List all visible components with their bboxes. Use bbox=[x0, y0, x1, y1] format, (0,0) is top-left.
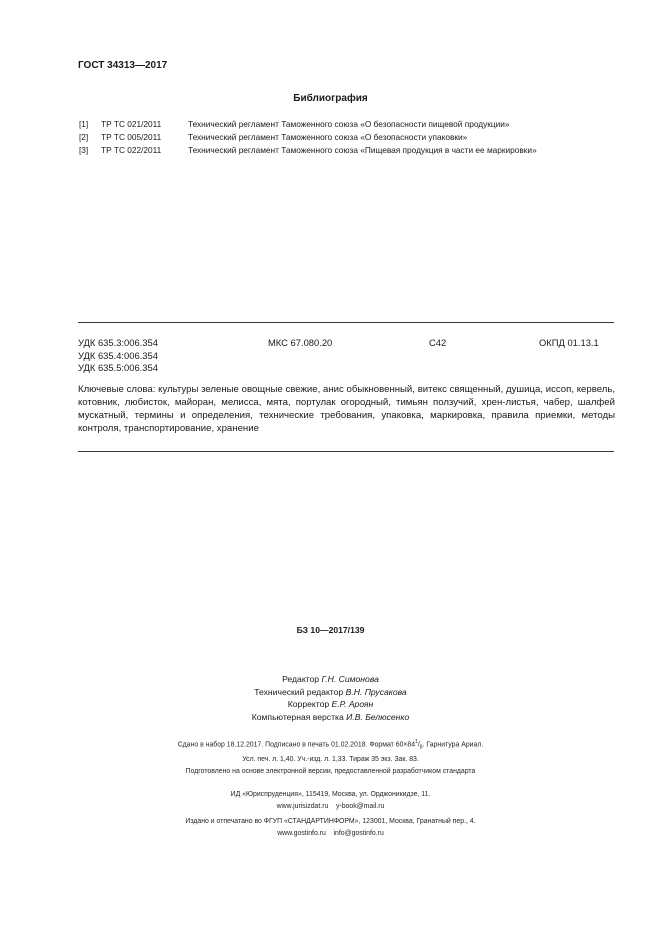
bibliography-item-code: ТР ТС 021/2011 bbox=[101, 119, 162, 129]
okpd-code: ОКПД 01.13.1 bbox=[539, 337, 599, 348]
layout-name: И.В. Белюсенко bbox=[346, 711, 410, 722]
tech-editor-label: Технический редактор bbox=[254, 686, 344, 697]
tech-editor-credit bbox=[0, 686, 661, 699]
format-denominator: 8 bbox=[419, 744, 423, 751]
format-numerator: 1 bbox=[415, 739, 418, 745]
bibliography-item-text: Технический регламент Таможенного союза «О безопасности упаковки» bbox=[188, 132, 468, 142]
bibliography-title: Библиография bbox=[293, 93, 368, 104]
tech-editor-name: В.Н. Прусакова bbox=[345, 686, 407, 697]
layout-label: Компьютерная верстка bbox=[251, 711, 344, 722]
prepared-note: Подготовлено на основе электронной версии, предоставленной разработчиком стандарта bbox=[185, 767, 476, 775]
bibliography-item-code: ТР ТС 022/2011 bbox=[101, 145, 162, 155]
credits bbox=[0, 673, 661, 723]
print-details bbox=[0, 737, 661, 777]
bibliography-item-text: Технический регламент Таможенного союза «О безопасности пищевой продукции» bbox=[188, 119, 510, 129]
udk-code: УДК 635.4:006.354 bbox=[78, 349, 158, 361]
print-volume-line: Усл. печ. л. 1,40. Уч.-изд. л. 1,33. Тираж 35 экз. Зак. 83. bbox=[242, 756, 419, 764]
print-font-text: . Гарнитура Ариал. bbox=[422, 741, 484, 749]
bibliography-item-number: [1] bbox=[79, 119, 89, 129]
publisher-info bbox=[0, 789, 661, 812]
print-format-text: Сдано в набор 18.12.2017. Подписано в печать 01.02.2018. Формат 60×84 bbox=[177, 741, 416, 749]
publisher-address: ИД «Юриспруденция», 115419, Москва, ул. Орджоникидзе, 11. bbox=[230, 791, 431, 798]
editor-label: Редактор bbox=[282, 674, 320, 684]
corrector-credit bbox=[0, 698, 661, 711]
udk-codes bbox=[78, 337, 158, 375]
editor-name: Г.Н. Симонова bbox=[321, 674, 379, 684]
bibliography-item-number: [2] bbox=[79, 132, 89, 142]
corrector-name: Е.Р. Ароян bbox=[331, 699, 374, 709]
udk-code: УДК 635.5:006.354 bbox=[78, 362, 158, 373]
publisher-contacts: www.jurisizdat.ru y-book@mail.ru bbox=[276, 802, 385, 810]
udk-code: УДК 635.3:006.354 bbox=[78, 337, 158, 348]
group-code: С42 bbox=[429, 337, 447, 348]
printer-contacts: www.gostinfo.ru info@gostinfo.ru bbox=[277, 829, 384, 837]
bibliography-item-text: Технический регламент Таможенного союза «Пищевая продукция в части ее маркировки» bbox=[188, 145, 537, 155]
editor-credit bbox=[0, 673, 661, 686]
layout-credit bbox=[0, 711, 661, 724]
mks-code: МКС 67.080.20 bbox=[268, 337, 333, 348]
printer-address: Издано и отпечатано во ФГУП «СТАНДАРТИНФОРМ», 123001, Москва, Гранатный пер., 4. bbox=[185, 818, 476, 825]
bibliography-item-code: ТР ТС 005/2011 bbox=[101, 132, 162, 142]
top-divider bbox=[78, 322, 614, 323]
bz-number: БЗ 10—2017/139 bbox=[296, 625, 365, 635]
bibliography-item-number: [3] bbox=[79, 145, 89, 155]
printer-info bbox=[0, 816, 661, 839]
keywords: Ключевые слова: культуры зеленые овощные свежие, анис обыкновенный, витекс священный, душица, иссоп, кервель, котовник, любисток, майоран, мелисса, мята, портулак огородный, тимьян ползучий, хрен-листья, чабер, шалфей мускатный, термины и определения, технические требования, упаковка, маркировка, правила приемки, методы контроля, транспортирование, хранение bbox=[78, 384, 615, 434]
print-details-line: Сдано в набор 18.12.2017. Подписано в печать 01.02.2018. Формат $60\times 84^1/_8$. Гарнитура Ариал. bbox=[177, 739, 484, 751]
corrector-label: Корректор bbox=[287, 699, 330, 709]
standard-header: ГОСТ 34313—2017 bbox=[78, 60, 168, 71]
bottom-divider bbox=[78, 451, 614, 452]
